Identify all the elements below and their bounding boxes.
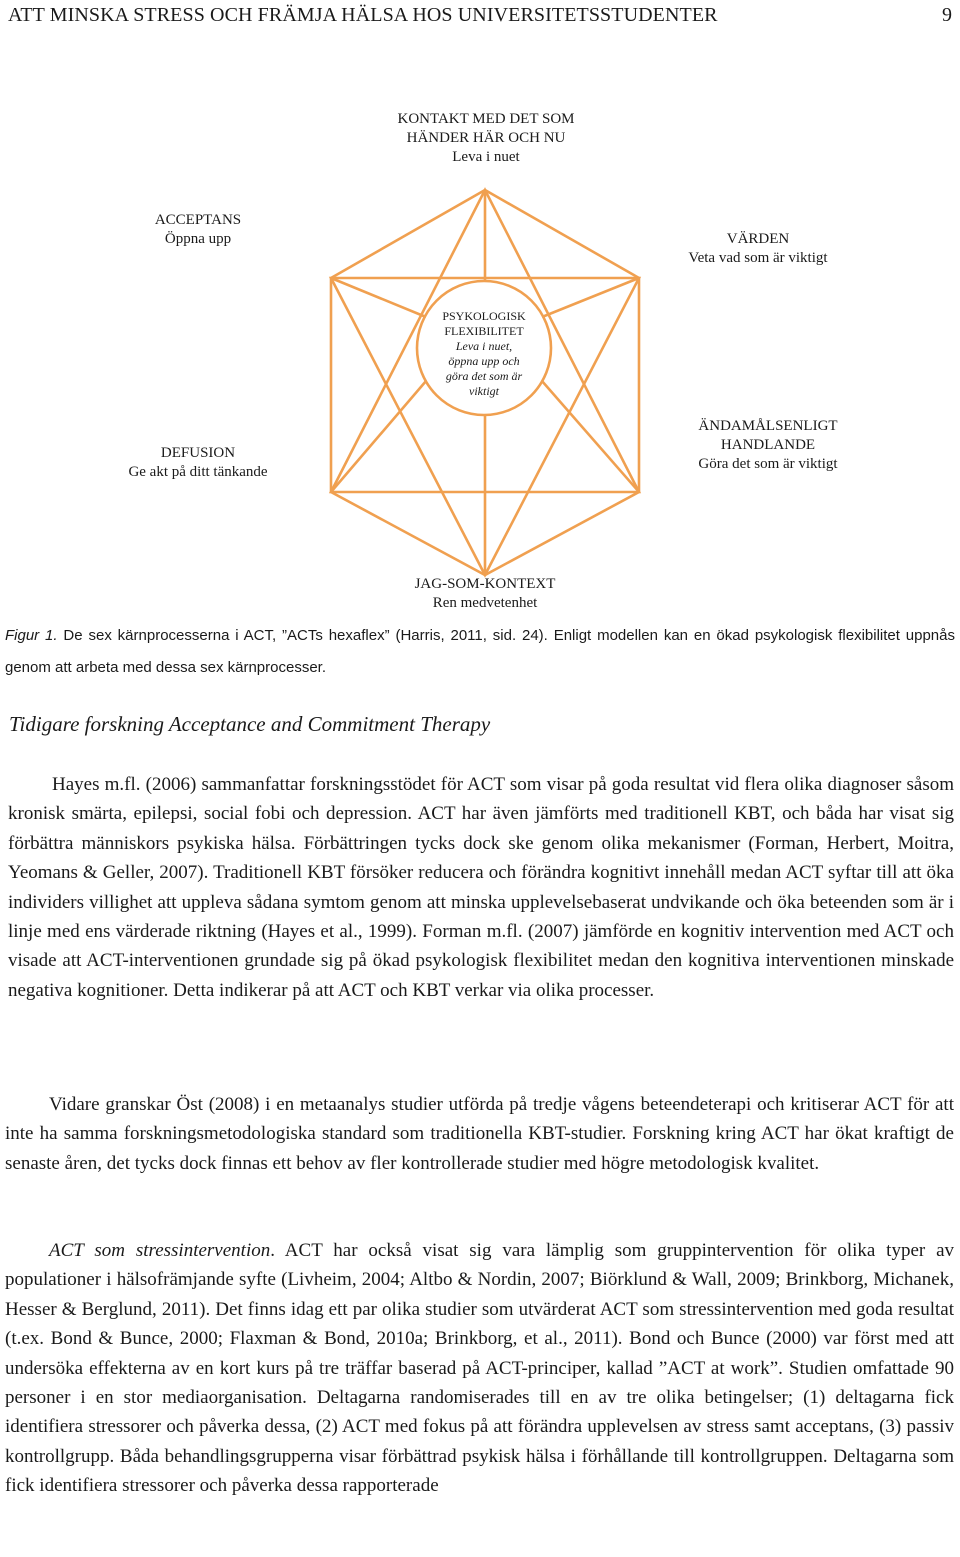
label-values: VÄRDEN Veta vad som är viktigt — [688, 231, 828, 266]
spoke-upper-left — [331, 278, 426, 317]
label-acceptance: ACCEPTANS Öppna upp — [154, 212, 242, 247]
running-header — [8, 2, 952, 30]
paragraph-stress-intervention — [5, 1236, 954, 1501]
figure-caption — [5, 620, 955, 684]
section-heading: Tidigare forskning Acceptance and Commitment Therapy — [9, 712, 491, 736]
label-defusion: DEFUSION Ge akt på ditt tänkande — [128, 445, 268, 480]
label-committed-action: ÄNDAMÅLSENLIGT HANDLANDE Göra det som är viktigt — [698, 418, 838, 472]
label-psychological-flexibility: PSYKOLOGISK FLEXIBILITET Leva i nuet, öppna upp och göra det som är viktigt — [442, 309, 526, 398]
label-self-as-context: JAG-SOM-KONTEXT Ren medvetenhet — [414, 576, 556, 611]
paragraph-stress-text: . ACT har också visat sig vara lämplig som gruppintervention för olika typer av populationer i hälsofrämjande syfte (Livheim, 2004; Altbo & Nordin, 2007; Biörklund & Wall, 2009; Brinkborg, Michanek, Hesser & Berglund, 2011). Det finns idag ett par olika studier som utvärderat ACT som stressintervention med goda resultat (t.ex. Bond & Bunce, 2000; Flaxman & Bond, 2010a; Brinkborg, et al., 2011). Bond och Bunce (2000) var först med att undersöka effekterna av en kort kurs på tre träffar baserad på ACT-principer, kallad ”ACT at work”. Studien omfattade 90 personer i en stor mediaorganisation. Deltagarna randomiserades till en av tre olika betingelser; (1) deltagarna fick identifiera stressorer och påverka dessa, (2) ACT med fokus på att förändra upplevelsen av stress samt acceptans, (3) passiv kontrollgrupp. Båda behandlingsgrupperna visar förbättrad psykisk hälsa i förhållande till kontrollgruppen. Deltagarna som fick identifiera stressorer och påverka dessa rapporterade — [5, 1240, 954, 1497]
running-title: ATT MINSKA STRESS OCH FRÄMJA HÄLSA HOS UNIVERSITETSSTUDENTER — [8, 4, 718, 26]
spoke-upper-right — [542, 278, 639, 317]
caption-label: Figur 1. — [5, 627, 58, 644]
label-contact-present: KONTAKT MED DET SOM HÄNDER HÄR OCH NU Leva i nuet — [397, 111, 575, 165]
paragraph-run-in-heading: ACT som stressintervention — [49, 1240, 271, 1261]
paragraph-research-summary: Hayes m.fl. (2006) sammanfattar forskningsstödet för ACT som visar på goda resultat vid flera olika diagnoser såsom kronisk smärta, epilepsi, social fobi och depression. ACT har även jämförts med traditionell KBT, och båda har visat sig förbättra människors psykiska hälsa. Förbättringen tycks dock ske genom olika mekanismer (Forman, Herbert, Moitra, Yeomans & Geller, 2007). Traditionell KBT försöker reducera och förändra kognitivt innehåll medan ACT syftar till att öka individers villighet att uppleva sådana symtom genom att minska upplevelsebaserat undvikande och öka beteenden som är i linje med ens värderade riktning (Hayes et al., 1999). Forman m.fl. (2007) jämförde en kognitiv intervention med ACT och visade att ACT-interventionen grundade sig på ökad psykologisk flexibilitet medan den kognitiva interventionen minskade negativa kognitioner. Detta indikerar på att ACT och KBT verkar via olika processer. — [8, 774, 954, 1001]
caption-text: De sex kärnprocesserna i ACT, ”ACTs hexaflex” (Harris, 2011, sid. 24). Enligt modellen kan en ökad psykologisk flexibilitet uppnås genom att arbeta med dessa sex kärnprocesser. — [5, 627, 955, 676]
paragraph-meta-analysis: Vidare granskar Öst (2008) i en metaanalys studier utförda på tredje vågens beteendeterapi och kritiserar ACT för att inte ha samma forskningsmetodologiska standard som traditionella KBT-studier. Forskning kring ACT har ökat kraftigt de senaste åren, det tycks dock finnas ett behov av fler kontrollerade studier med högre metodologisk kvalitet. — [5, 1094, 954, 1174]
hexaflex-figure — [0, 100, 960, 620]
page-number: 9 — [942, 4, 952, 26]
